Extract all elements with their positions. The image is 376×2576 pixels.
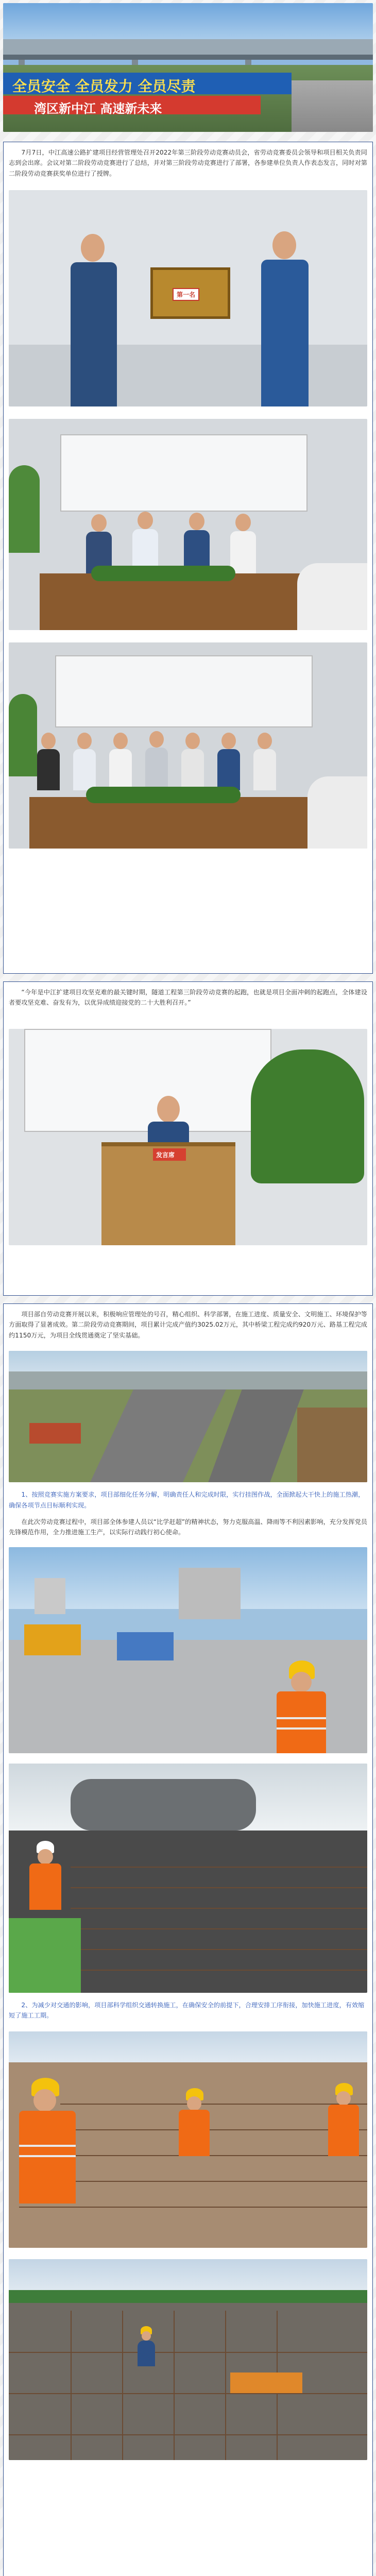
caption-2: 2、为减少对交通的影响，项目部科学组织交通转换施工，在确保安全的前提下，合理安排工序衔接，加快施工进度，有效缩短了施工工期。 [9, 2001, 365, 2020]
paragraph-1: 7月7日，中江高速公路扩建项目经营管理处召开2022年第三阶段劳动竞赛动员会，省劳动竞赛委员会领导和项目相关负责同志到会出席。会议对第二阶段劳动竞赛进行了总结，并对第三阶段劳动竞赛进行了部署，各参建单位负责人作表态发言，同时对第二阶段劳动竞赛获奖单位进行了授牌。 [9, 149, 367, 177]
award-ceremony-photo [9, 190, 367, 406]
paragraph-3: 项目部自劳动竞赛开展以来，积极响应管理处的号召，精心组织、科学部署，在施工进度、质量安全、文明施工、环境保护等方面取得了显著成效。第二阶段劳动竞赛期间，项目累计完成产值约3025.02万元，其中桥梁工程完成约920万元、路基工程完成约1150万元，为项目全线贯通奠定了坚实基础。 [9, 1311, 367, 1339]
banner-org-name: 湾区新中江 高速新未来 [34, 101, 162, 116]
banner-photo-block [3, 3, 373, 132]
highway-aerial-photo [9, 1351, 367, 1482]
speech-section [3, 981, 373, 1296]
podium-sign: 发言席 [153, 1149, 178, 1160]
award-plaque-text: 第一名 [173, 288, 199, 301]
progress-section [3, 1303, 373, 2576]
meeting-section [3, 142, 373, 974]
caption-1: 1、按照竞赛实施方案要求，项目部细化任务分解，明确责任人和完成时限，实行挂图作战，全面掀起大干快上的施工热潮，确保各项节点目标顺利实现。 [9, 1491, 365, 1509]
speaker-photo [9, 1029, 367, 1245]
bridge-banner-photo [3, 3, 373, 132]
banner-slogan: 全员安全 全员发力 全员尽责 [12, 78, 196, 95]
bridge-deck-photo [9, 1547, 367, 1753]
rebar-work-photo [9, 1764, 367, 1993]
paragraph-2: “今年是中江扩建项目攻坚克难的最关键时期，隧道工程第三阶段劳动竞赛的起跑，也就是项目全面冲刺的起跑点，全体建设者要攻坚克难、奋发有为，以优异成绩迎接党的二十大胜利召开。” [9, 989, 367, 1007]
formwork-photo [9, 2259, 367, 2460]
paragraph-5: 在此次劳动竞赛过程中，项目部全体参建人员以“比学赶超”的精神状态，努力克服高温、降雨等不利因素影响，充分发挥党员先锋模范作用，全力推进施工生产，以实际行动践行初心使命。 [9, 1518, 367, 1536]
meeting-photo-2 [9, 642, 367, 849]
meeting-photo-1 [9, 419, 367, 630]
rebar-closeup-photo [9, 2031, 367, 2248]
